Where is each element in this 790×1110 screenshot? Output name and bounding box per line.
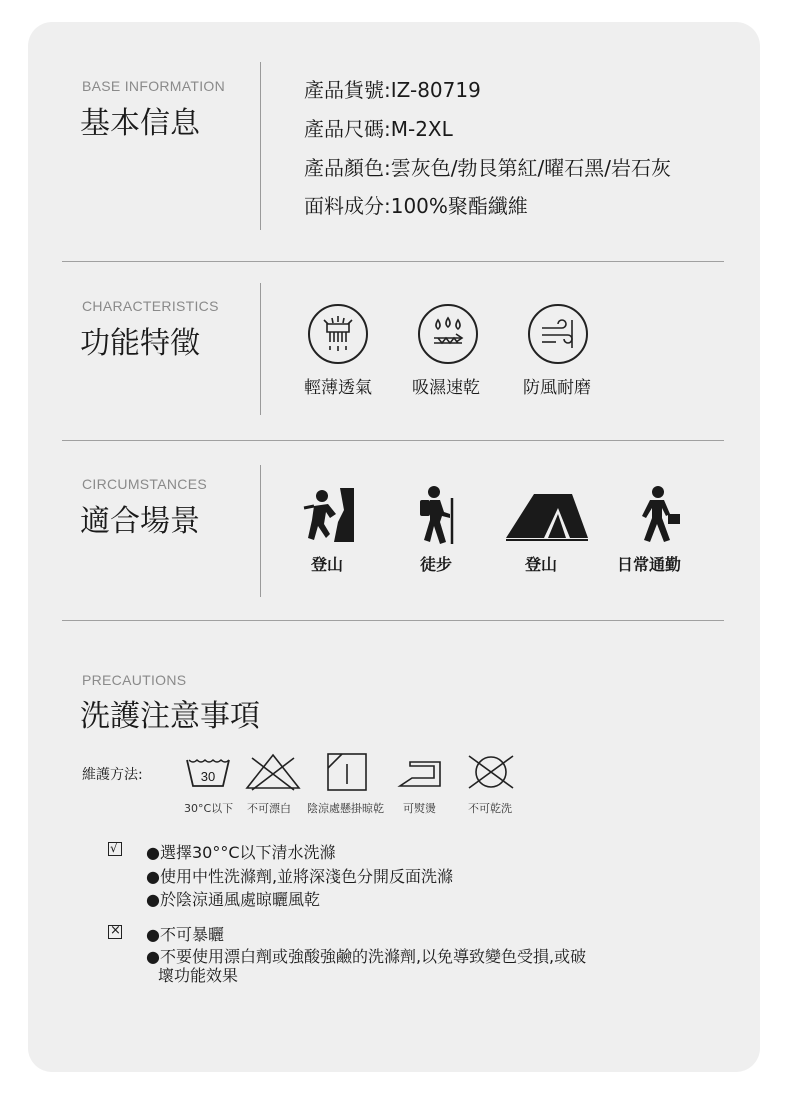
dont-item: ●不可暴曬 [146, 925, 224, 944]
no-dryclean-icon [464, 752, 518, 792]
characteristics-en-heading: CHARACTERISTICS [82, 298, 219, 314]
base-info-heading: 基本信息 [80, 106, 200, 141]
care-symbol-label: 可熨燙 [403, 802, 436, 815]
section-divider [62, 440, 724, 441]
scene-label: 登山 [311, 555, 344, 574]
vertical-divider [260, 465, 261, 597]
care-method-label: 維護方法: [82, 767, 143, 783]
do-item: ●使用中性洗滌劑,並將深淺色分開反面洗滌 [146, 867, 454, 886]
circumstances-en-heading: CIRCUMSTANCES [82, 476, 207, 492]
do-item: ●選擇30°°C以下清水洗滌 [146, 843, 336, 862]
feature-label: 輕薄透氣 [304, 378, 372, 398]
circumstances-heading: 適合場景 [80, 504, 200, 539]
iron-icon [396, 756, 444, 790]
section-divider [62, 261, 724, 262]
commuter-icon [632, 484, 684, 546]
scene-label: 登山 [525, 555, 558, 574]
scene-label: 徒步 [420, 555, 453, 574]
care-symbol-label: 不可乾洗 [468, 802, 512, 815]
care-symbol-label: 30°C以下 [184, 802, 234, 815]
characteristics-heading: 功能特徵 [80, 326, 200, 361]
vertical-divider [260, 283, 261, 415]
precautions-en-heading: PRECAUTIONS [82, 672, 187, 688]
feature-label: 吸濕速乾 [412, 378, 480, 398]
product-code: 產品貨號:IZ-80719 [304, 78, 481, 102]
vertical-divider [260, 62, 261, 230]
tent-icon [504, 490, 590, 542]
wash-30-icon [184, 754, 232, 790]
section-divider [62, 620, 724, 621]
scene-label: 日常通勤 [617, 555, 682, 574]
fabric-composition: 面料成分:100%聚酯纖維 [304, 194, 528, 218]
moisture-wicking-icon [418, 304, 478, 364]
product-size: 產品尺碼:M-2XL [304, 117, 453, 141]
dont-item-continued: 壞功能效果 [158, 966, 239, 985]
dont-item: ●不要使用漂白劑或強酸強鹼的洗滌劑,以免導致變色受損,或破 [146, 947, 587, 966]
do-item: ●於陰涼通風處晾曬風乾 [146, 890, 320, 909]
precautions-heading: 洗護注意事項 [80, 699, 260, 734]
windproof-icon [528, 304, 588, 364]
feature-label: 防風耐磨 [523, 378, 591, 398]
wash-temp-text: 30 [200, 769, 216, 784]
care-symbol-label: 不可漂白 [247, 802, 291, 815]
climbing-icon [300, 484, 360, 546]
shade-dry-icon [326, 752, 368, 792]
do-checkbox-icon: √ [108, 842, 122, 856]
base-info-en-heading: BASE INFORMATION [82, 78, 225, 94]
product-colors: 產品顏色:雲灰色/勃艮第紅/曜石黑/岩石灰 [304, 156, 671, 180]
no-bleach-icon [244, 752, 302, 792]
dont-checkbox-icon: × [110, 923, 121, 938]
care-symbol-label: 陰涼處懸掛晾乾 [307, 802, 384, 815]
breathable-icon [308, 304, 368, 364]
hiking-icon [414, 484, 460, 546]
